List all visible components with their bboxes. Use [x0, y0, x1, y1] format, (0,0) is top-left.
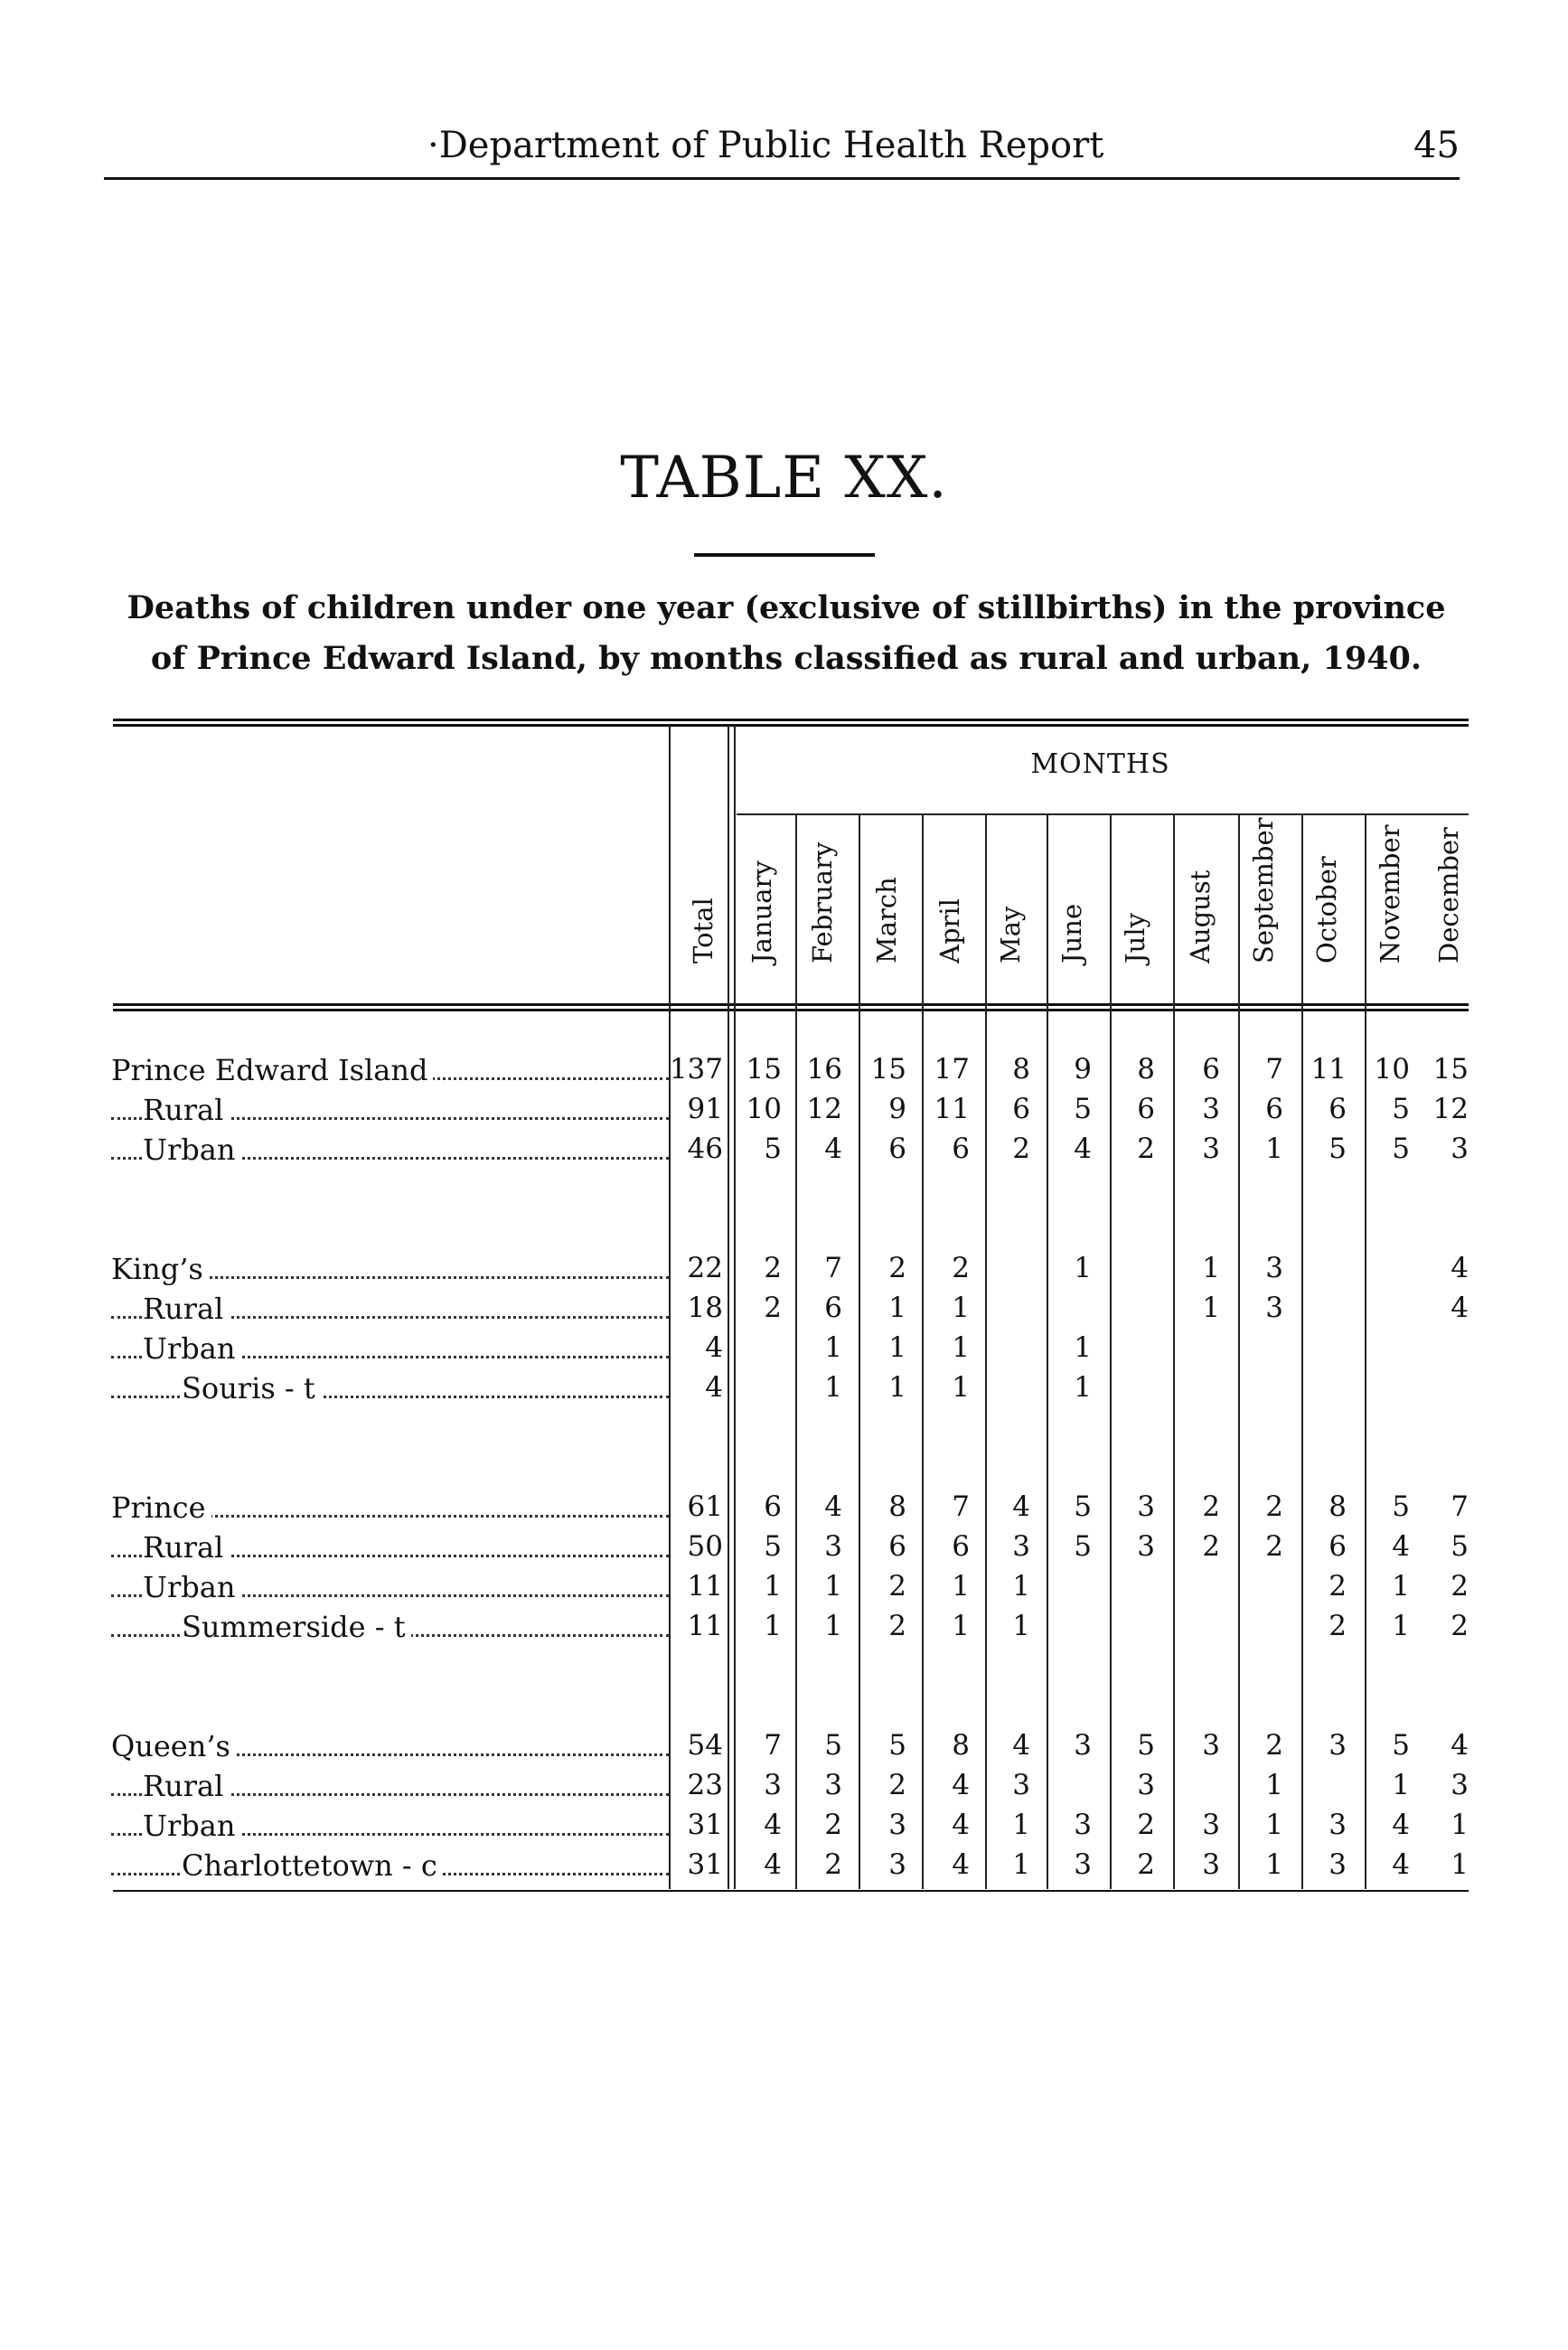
cell-january: 3: [764, 1769, 782, 1801]
cell-september: 7: [1265, 1053, 1283, 1086]
cell-march: 6: [888, 1530, 906, 1563]
row-label: [111, 1729, 669, 1763]
cell-december: 4: [1451, 1292, 1469, 1324]
cell-july: 3: [1137, 1530, 1155, 1563]
row-label: [111, 1053, 669, 1087]
row-label-text: Urban: [143, 1133, 240, 1167]
cell-may: 1: [1012, 1809, 1030, 1841]
header-title: ·Department of Public Health Report: [427, 125, 1104, 166]
cell-april: 4: [952, 1769, 970, 1801]
cell-december: 12: [1432, 1093, 1469, 1125]
cell-december: 1: [1451, 1848, 1469, 1881]
cell-june: 4: [1074, 1133, 1092, 1165]
column-header-september: [1236, 817, 1291, 994]
cell-september: 2: [1265, 1490, 1283, 1523]
cell-august: 3: [1202, 1848, 1220, 1881]
cell-total: 23: [687, 1769, 723, 1801]
cell-november: 1: [1392, 1769, 1410, 1801]
months-rule: [737, 813, 1469, 815]
cell-july: 5: [1137, 1729, 1155, 1762]
cell-total: 11: [687, 1610, 723, 1642]
cell-november: 10: [1374, 1053, 1410, 1086]
cell-march: 3: [888, 1809, 906, 1841]
cell-may: 6: [1012, 1093, 1030, 1125]
cell-january: 5: [764, 1530, 782, 1563]
row-label: [111, 1809, 669, 1843]
cell-july: 2: [1137, 1133, 1155, 1165]
cell-total: 50: [687, 1530, 723, 1563]
cell-june: 9: [1074, 1053, 1092, 1086]
cell-august: 3: [1202, 1133, 1220, 1165]
cell-june: 5: [1074, 1093, 1092, 1125]
cell-november: 5: [1392, 1133, 1410, 1165]
cell-december: 2: [1451, 1610, 1469, 1642]
column-header-label: March: [871, 877, 902, 964]
cell-april: 17: [934, 1053, 970, 1086]
cell-february: 2: [824, 1809, 842, 1841]
cell-february: 3: [824, 1769, 842, 1801]
row-label: [111, 1610, 669, 1644]
cell-january: 4: [764, 1809, 782, 1841]
row-label: [111, 1292, 669, 1326]
cell-february: 2: [824, 1848, 842, 1881]
cell-april: 7: [952, 1490, 970, 1523]
cell-october: 5: [1329, 1133, 1347, 1165]
column-header-july: [1108, 827, 1162, 994]
column-header-label: August: [1185, 870, 1216, 964]
cell-october: 3: [1329, 1848, 1347, 1881]
row-label-text: Rural: [143, 1292, 229, 1326]
cell-june: 5: [1074, 1530, 1092, 1563]
cell-november: 1: [1392, 1570, 1410, 1603]
cell-october: 2: [1329, 1570, 1347, 1603]
months-label: MONTHS: [1030, 748, 1170, 780]
page-number: 45: [1413, 125, 1460, 166]
cell-december: 4: [1451, 1729, 1469, 1762]
cell-december: 4: [1451, 1252, 1469, 1284]
cell-may: 1: [1012, 1570, 1030, 1603]
cell-june: 1: [1074, 1252, 1092, 1284]
cell-july: 3: [1137, 1490, 1155, 1523]
cell-may: 2: [1012, 1133, 1030, 1165]
cell-january: 2: [764, 1252, 782, 1284]
row-label-text: Rural: [143, 1093, 229, 1127]
column-header-label: January: [746, 860, 777, 964]
cell-august: 3: [1202, 1729, 1220, 1762]
running-header: [104, 125, 1460, 181]
cell-january: 4: [764, 1848, 782, 1881]
column-header-label: April: [934, 898, 965, 964]
column-header-label: October: [1311, 856, 1342, 964]
row-label-text: Souris - t: [182, 1371, 321, 1405]
table-caption: [104, 583, 1469, 684]
column-header-label: June: [1056, 903, 1087, 964]
cell-september: 1: [1265, 1133, 1283, 1165]
cell-july: 3: [1137, 1769, 1155, 1801]
cell-april: 2: [952, 1252, 970, 1284]
column-header-june: [1045, 827, 1099, 994]
cell-january: 1: [764, 1610, 782, 1642]
cell-april: 1: [952, 1570, 970, 1603]
cell-february: 4: [824, 1133, 842, 1165]
cell-april: 4: [952, 1809, 970, 1841]
cell-december: 5: [1451, 1530, 1469, 1563]
cell-march: 9: [888, 1093, 906, 1125]
column-header-april: [923, 827, 977, 994]
row-label: [111, 1490, 669, 1525]
cell-february: 1: [824, 1610, 842, 1642]
row-label: [111, 1371, 669, 1405]
cell-december: 7: [1451, 1490, 1469, 1523]
cell-total: 54: [687, 1729, 723, 1762]
cell-february: 12: [806, 1093, 842, 1125]
cell-december: 3: [1451, 1769, 1469, 1801]
cell-march: 2: [888, 1252, 906, 1284]
column-header-label: September: [1248, 817, 1279, 964]
column-header-label: May: [995, 906, 1026, 964]
cell-june: 3: [1074, 1729, 1092, 1762]
cell-october: 8: [1329, 1490, 1347, 1523]
column-header-november: [1363, 824, 1417, 994]
cell-march: 3: [888, 1848, 906, 1881]
cell-october: 3: [1329, 1729, 1347, 1762]
cell-may: 3: [1012, 1530, 1030, 1563]
cell-november: 5: [1392, 1729, 1410, 1762]
cell-august: 3: [1202, 1093, 1220, 1125]
cell-january: 5: [764, 1133, 782, 1165]
cell-april: 1: [952, 1610, 970, 1642]
column-header-august: [1173, 827, 1227, 994]
cell-total: 46: [687, 1133, 723, 1165]
cell-total: 18: [687, 1292, 723, 1324]
cell-total: 31: [687, 1809, 723, 1841]
column-header-label: Total: [688, 898, 718, 964]
cell-april: 4: [952, 1848, 970, 1881]
cell-december: 1: [1451, 1809, 1469, 1841]
column-header-label: December: [1433, 827, 1464, 964]
cell-january: 7: [764, 1729, 782, 1762]
row-label: [111, 1848, 669, 1883]
cell-september: 3: [1265, 1292, 1283, 1324]
row-label-text: Summerside - t: [182, 1610, 411, 1644]
table-top-rule: [113, 719, 1469, 721]
row-label-text: Queen’s: [111, 1729, 236, 1763]
cell-november: 4: [1392, 1809, 1410, 1841]
row-label-text: Charlottetown - c: [182, 1848, 443, 1883]
cell-june: 5: [1074, 1490, 1092, 1523]
cell-august: 3: [1202, 1809, 1220, 1841]
cell-september: 1: [1265, 1809, 1283, 1841]
row-label-text: King’s: [111, 1252, 209, 1286]
row-label: [111, 1252, 669, 1286]
cell-february: 3: [824, 1530, 842, 1563]
cell-june: 3: [1074, 1848, 1092, 1881]
cell-july: 8: [1137, 1053, 1155, 1086]
column-header-october: [1300, 827, 1354, 994]
column-header-december: [1422, 827, 1476, 994]
cell-total: 91: [687, 1093, 723, 1125]
column-header-label: July: [1120, 913, 1150, 964]
cell-march: 2: [888, 1570, 906, 1603]
row-label: [111, 1530, 669, 1565]
cell-march: 1: [888, 1331, 906, 1364]
header-rule: [104, 177, 1460, 180]
cell-total: 31: [687, 1848, 723, 1881]
cell-october: 11: [1310, 1053, 1347, 1086]
column-header-label: February: [807, 841, 838, 964]
row-label-text: Urban: [143, 1331, 240, 1366]
cell-may: 1: [1012, 1848, 1030, 1881]
cell-may: 4: [1012, 1729, 1030, 1762]
cell-january: 1: [764, 1570, 782, 1603]
cell-february: 1: [824, 1331, 842, 1364]
title-underline: [694, 553, 875, 557]
cell-january: 10: [746, 1093, 782, 1125]
cell-february: 5: [824, 1729, 842, 1762]
cell-march: 2: [888, 1610, 906, 1642]
row-label-text: Urban: [143, 1809, 240, 1843]
cell-june: 1: [1074, 1331, 1092, 1364]
cell-march: 1: [888, 1292, 906, 1324]
header-bottom-rule: [113, 1003, 1469, 1006]
cell-august: 1: [1202, 1292, 1220, 1324]
cell-january: 2: [764, 1292, 782, 1324]
row-label: [111, 1093, 669, 1127]
cell-may: 4: [1012, 1490, 1030, 1523]
caption-line: of Prince Edward Island, by months classified as rural and urban, 1940.: [150, 640, 1422, 677]
cell-april: 11: [934, 1093, 970, 1125]
cell-total: 11: [687, 1570, 723, 1603]
row-label-text: Prince: [111, 1490, 211, 1525]
cell-january: 15: [746, 1053, 782, 1086]
cell-february: 16: [806, 1053, 842, 1086]
table-bottom-rule: [113, 1890, 1469, 1892]
cell-september: 2: [1265, 1530, 1283, 1563]
cell-april: 1: [952, 1331, 970, 1364]
cell-february: 1: [824, 1371, 842, 1404]
cell-may: 8: [1012, 1053, 1030, 1086]
column-header-label: November: [1375, 824, 1405, 964]
cell-december: 15: [1432, 1053, 1469, 1086]
cell-total: 4: [705, 1371, 723, 1404]
row-label: [111, 1769, 669, 1803]
cell-december: 3: [1451, 1133, 1469, 1165]
cell-april: 1: [952, 1292, 970, 1324]
cell-october: 6: [1329, 1530, 1347, 1563]
cell-november: 4: [1392, 1848, 1410, 1881]
row-label: [111, 1570, 669, 1604]
cell-april: 1: [952, 1371, 970, 1404]
column-header-march: [859, 827, 914, 994]
row-label: [111, 1331, 669, 1366]
row-label-text: Urban: [143, 1570, 240, 1604]
cell-april: 6: [952, 1133, 970, 1165]
cell-september: 6: [1265, 1093, 1283, 1125]
cell-october: 3: [1329, 1809, 1347, 1841]
cell-august: 2: [1202, 1490, 1220, 1523]
column-header-january: [735, 827, 789, 994]
caption-line: Deaths of children under one year (exclusive of stillbirths) in the province: [127, 589, 1446, 626]
cell-september: 1: [1265, 1769, 1283, 1801]
cell-march: 1: [888, 1371, 906, 1404]
column-header-total: [676, 827, 730, 994]
cell-may: 3: [1012, 1769, 1030, 1801]
row-label-text: Prince Edward Island: [111, 1053, 433, 1087]
cell-november: 1: [1392, 1610, 1410, 1642]
cell-october: 2: [1329, 1610, 1347, 1642]
cell-may: 1: [1012, 1610, 1030, 1642]
cell-total: 137: [669, 1053, 723, 1086]
cell-march: 8: [888, 1490, 906, 1523]
cell-november: 5: [1392, 1093, 1410, 1125]
cell-october: 6: [1329, 1093, 1347, 1125]
cell-total: 61: [687, 1490, 723, 1523]
cell-november: 4: [1392, 1530, 1410, 1563]
row-label-text: Rural: [143, 1530, 229, 1565]
cell-september: 2: [1265, 1729, 1283, 1762]
cell-february: 6: [824, 1292, 842, 1324]
cell-march: 2: [888, 1769, 906, 1801]
cell-august: 1: [1202, 1252, 1220, 1284]
cell-july: 2: [1137, 1809, 1155, 1841]
cell-september: 3: [1265, 1252, 1283, 1284]
cell-total: 4: [705, 1331, 723, 1364]
cell-june: 3: [1074, 1809, 1092, 1841]
cell-september: 1: [1265, 1848, 1283, 1881]
cell-april: 6: [952, 1530, 970, 1563]
column-header-february: [795, 827, 850, 994]
cell-total: 22: [687, 1252, 723, 1284]
row-label-text: Rural: [143, 1769, 229, 1803]
cell-august: 6: [1202, 1053, 1220, 1086]
header-bottom-rule: [113, 1009, 1469, 1011]
cell-february: 4: [824, 1490, 842, 1523]
cell-march: 6: [888, 1133, 906, 1165]
cell-july: 2: [1137, 1848, 1155, 1881]
column-header-may: [983, 827, 1038, 994]
cell-march: 5: [888, 1729, 906, 1762]
cell-february: 7: [824, 1252, 842, 1284]
cell-february: 1: [824, 1570, 842, 1603]
cell-june: 1: [1074, 1371, 1092, 1404]
cell-november: 5: [1392, 1490, 1410, 1523]
row-label: [111, 1133, 669, 1167]
table-top-rule: [113, 724, 1469, 727]
cell-january: 6: [764, 1490, 782, 1523]
cell-december: 2: [1451, 1570, 1469, 1603]
cell-april: 8: [952, 1729, 970, 1762]
table-title: TABLE XX.: [620, 445, 948, 512]
cell-july: 6: [1137, 1093, 1155, 1125]
cell-august: 2: [1202, 1530, 1220, 1563]
cell-march: 15: [870, 1053, 906, 1086]
